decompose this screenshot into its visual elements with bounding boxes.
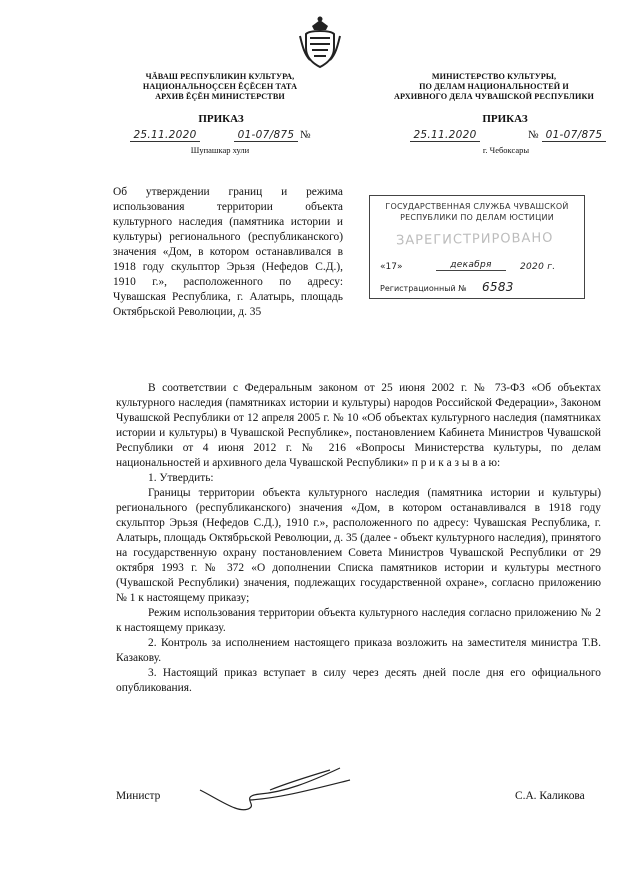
body-paragraph: Режим использования территории объекта культурного наследия согласно приложению № 2 к настоящему приказу. [116, 607, 601, 634]
document-title: Об утверждении границ и режима использования территории объекта культурного наследия (памятника истории и культуры) регионального (республиканского) значения «Дом, в котором останавливался в 1918 году скульптор Эрьзя (Нефедов С.Д.), 1910 г.», расположенного по адресу: Чувашская Республика, г. Алатырь, площадь Октябрьской Революции, д. 35 [113, 186, 343, 318]
header-right-line: АРХИВНОГО ДЕЛА ЧУВАШСКОЙ РЕСПУБЛИКИ [394, 92, 594, 101]
stamp-line-1: ГОСУДАРСТВЕННАЯ СЛУЖБА ЧУВАШСКОЙ [385, 202, 569, 211]
right-number: 01-07/875 [542, 129, 606, 142]
right-city: г. Чебоксары [482, 145, 530, 155]
signatory-position: Министр [116, 790, 161, 802]
body-paragraph: 3. Настоящий приказ вступает в силу через десять дней после дня его официального опубликования. [116, 667, 601, 694]
header-right-line: ПО ДЕЛАМ НАЦИОНАЛЬНОСТЕЙ И [419, 82, 569, 91]
signatory-name: С.А. Каликова [515, 790, 585, 802]
handwritten-signature [190, 760, 360, 820]
stamp-year: 2020 г. [520, 262, 556, 272]
document-body [116, 381, 601, 696]
left-date: 25.11.2020 [130, 129, 200, 142]
body-paragraph: 1. Утвердить: [148, 472, 214, 484]
header-right [386, 72, 602, 102]
header-right-line: МИНИСТЕРСТВО КУЛЬТУРЫ, [431, 72, 557, 81]
body-paragraph: Границы территории объекта культурного наследия (памятника истории и культуры) регионального (республиканского) значения «Дом, в котором останавливался в 1918 году скульптор Эрьзя (Нефедов С.Д.), 1910 г.», расположенного по адресу: Чувашская Республика, г. Алатырь, площадь Октябрьской Революции, д. 35 (далее - объект культурного наследия), принятого на государственную охрану постановлением Совета Министров Чувашской Республики от 29 октября 1993 г. № 372 «О дополнении Списка памятников истории и культуры местного (Чувашской Республики) значения, подлежащих государственной охране», согласно приложению № 1 к настоящему приказу; [116, 487, 601, 604]
left-city: Шупашкар хули [190, 145, 250, 155]
registration-stamp [369, 195, 585, 299]
stamp-registered: ЗАРЕГИСТРИРОВАНО [395, 230, 554, 249]
prikaz-right-title: ПРИКАЗ [482, 113, 528, 125]
prikaz-left-title: ПРИКАЗ [198, 113, 244, 125]
left-number: 01-07/875 [234, 129, 298, 142]
header-left-line: НАЦИОНАЛЬНОÇСЕН ĔÇĔСЕН ТАТА [142, 82, 298, 91]
coat-of-arms-emblem [298, 14, 342, 70]
body-paragraph: В соответствии с Федеральным законом от 25 июня 2002 г. № 73-ФЗ «Об объектах культурного наследия (памятниках истории и культуры) народов Российской Федерации», Законом Чувашской Республики от 12 апреля 2005 г. № 10 «Об объектах культурного наследия (памятниках истории и культуры) в Чувашской Республике», постановлением Кабинета Министров Чувашской Республики от 4 июня 2012 г. № 216 «Вопросы Министерства культуры, по делам национальностей и архивного дела Чувашской Республики» п р и к а з ы в а ю: [116, 382, 601, 469]
header-left-line: АРХИВ ĔÇĔН МИНИСТЕРСТВИ [155, 92, 285, 101]
body-paragraph: 2. Контроль за исполнением настоящего приказа возложить на заместителя министра Т.В. Казакову. [116, 637, 601, 664]
stamp-reg-label: Регистрационный № [380, 284, 467, 293]
right-number-sign: № [528, 129, 539, 141]
header-left [120, 72, 320, 102]
stamp-month: декабря [436, 260, 506, 271]
left-number-sign: № [300, 129, 311, 141]
stamp-reg-number: 6583 [482, 280, 514, 294]
right-date: 25.11.2020 [410, 129, 480, 142]
header-left-line: ЧĂВАШ РЕСПУБЛИКИН КУЛЬТУРА, [145, 72, 295, 81]
stamp-day: «17» [380, 262, 403, 272]
stamp-line-2: РЕСПУБЛИКИ ПО ДЕЛАМ ЮСТИЦИИ [400, 213, 554, 222]
